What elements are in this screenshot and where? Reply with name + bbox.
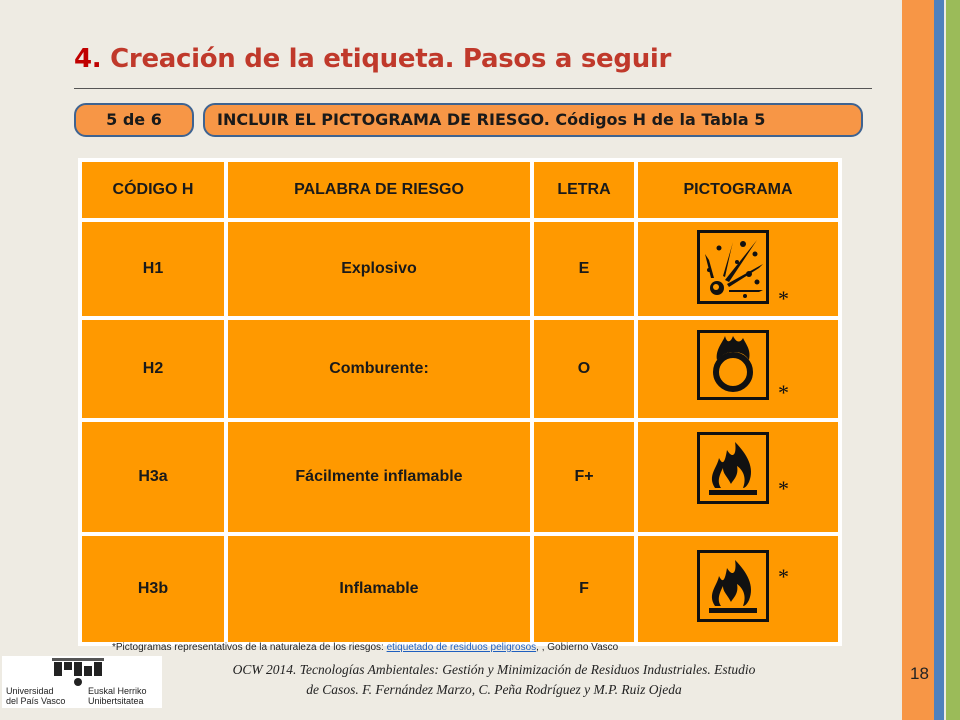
page-number: 18	[910, 664, 929, 683]
hazard-table	[78, 158, 842, 646]
row-h1-asterisk: *	[778, 286, 789, 311]
row-h2-code: H2	[82, 320, 224, 418]
title-text: Creación de la etiqueta. Pasos a seguir	[110, 44, 672, 74]
slide-title	[74, 44, 671, 74]
title-number: 4.	[74, 44, 102, 74]
row-h3a-letter: F+	[534, 422, 634, 532]
footnote	[112, 642, 618, 653]
header-palabra-riesgo: PALABRA DE RIESGO	[228, 162, 530, 218]
side-stripe-green	[946, 0, 960, 720]
row-h1-word: Explosivo	[228, 222, 530, 316]
credit-line-2: de Casos. F. Fernández Marzo, C. Peña Rodríguez y M.P. Ruiz Ojeda	[306, 682, 682, 697]
header-codigo-h: CÓDIGO H	[82, 162, 224, 218]
row-h3b-word: Inflamable	[228, 536, 530, 642]
footnote-link[interactable]: etiquetado de residuos peligrosos	[386, 642, 537, 653]
row-h3b-asterisk: *	[778, 564, 789, 589]
row-h3a-code: H3a	[82, 422, 224, 532]
row-h1-letter: E	[534, 222, 634, 316]
flame-icon	[697, 432, 769, 504]
university-logo	[2, 656, 162, 708]
row-h3a-asterisk: *	[778, 476, 789, 501]
title-rule	[74, 88, 872, 89]
row-h1-code: H1	[82, 222, 224, 316]
row-h3b-letter: F	[534, 536, 634, 642]
credit	[176, 660, 812, 700]
svg-text:Universidad: Universidad	[6, 686, 54, 696]
credit-line-1: OCW 2014. Tecnologías Ambientales: Gestión y Minimización de Residuos Industriales. Estudio	[232, 662, 756, 677]
svg-text:Unibertsitatea: Unibertsitatea	[88, 696, 144, 706]
oxidizer-icon	[697, 330, 769, 400]
row-h2-asterisk: *	[778, 380, 789, 405]
upv-ehu-logo-icon	[2, 656, 162, 708]
explosive-icon	[697, 230, 769, 304]
row-h2-letter: O	[534, 320, 634, 418]
row-h3b-code: H3b	[82, 536, 224, 642]
side-stripe-blue	[934, 0, 944, 720]
svg-text:Euskal Herriko: Euskal Herriko	[88, 686, 147, 696]
footnote-prefix: *Pictogramas representativos de la naturaleza de los riesgos:	[112, 642, 387, 653]
header-letra: LETRA	[534, 162, 634, 218]
side-stripe-orange	[902, 0, 934, 720]
header-pictograma: PICTOGRAMA	[638, 162, 838, 218]
step-badge: 5 de 6	[74, 103, 194, 137]
svg-text:del País Vasco: del País Vasco	[6, 696, 66, 706]
row-h3a-word: Fácilmente inflamable	[228, 422, 530, 532]
flame-icon	[697, 550, 769, 622]
footnote-suffix: , , Gobierno Vasco	[536, 642, 619, 653]
step-instruction: INCLUIR EL PICTOGRAMA DE RIESGO. Códigos H de la Tabla 5	[203, 103, 863, 137]
row-h2-word: Comburente:	[228, 320, 530, 418]
